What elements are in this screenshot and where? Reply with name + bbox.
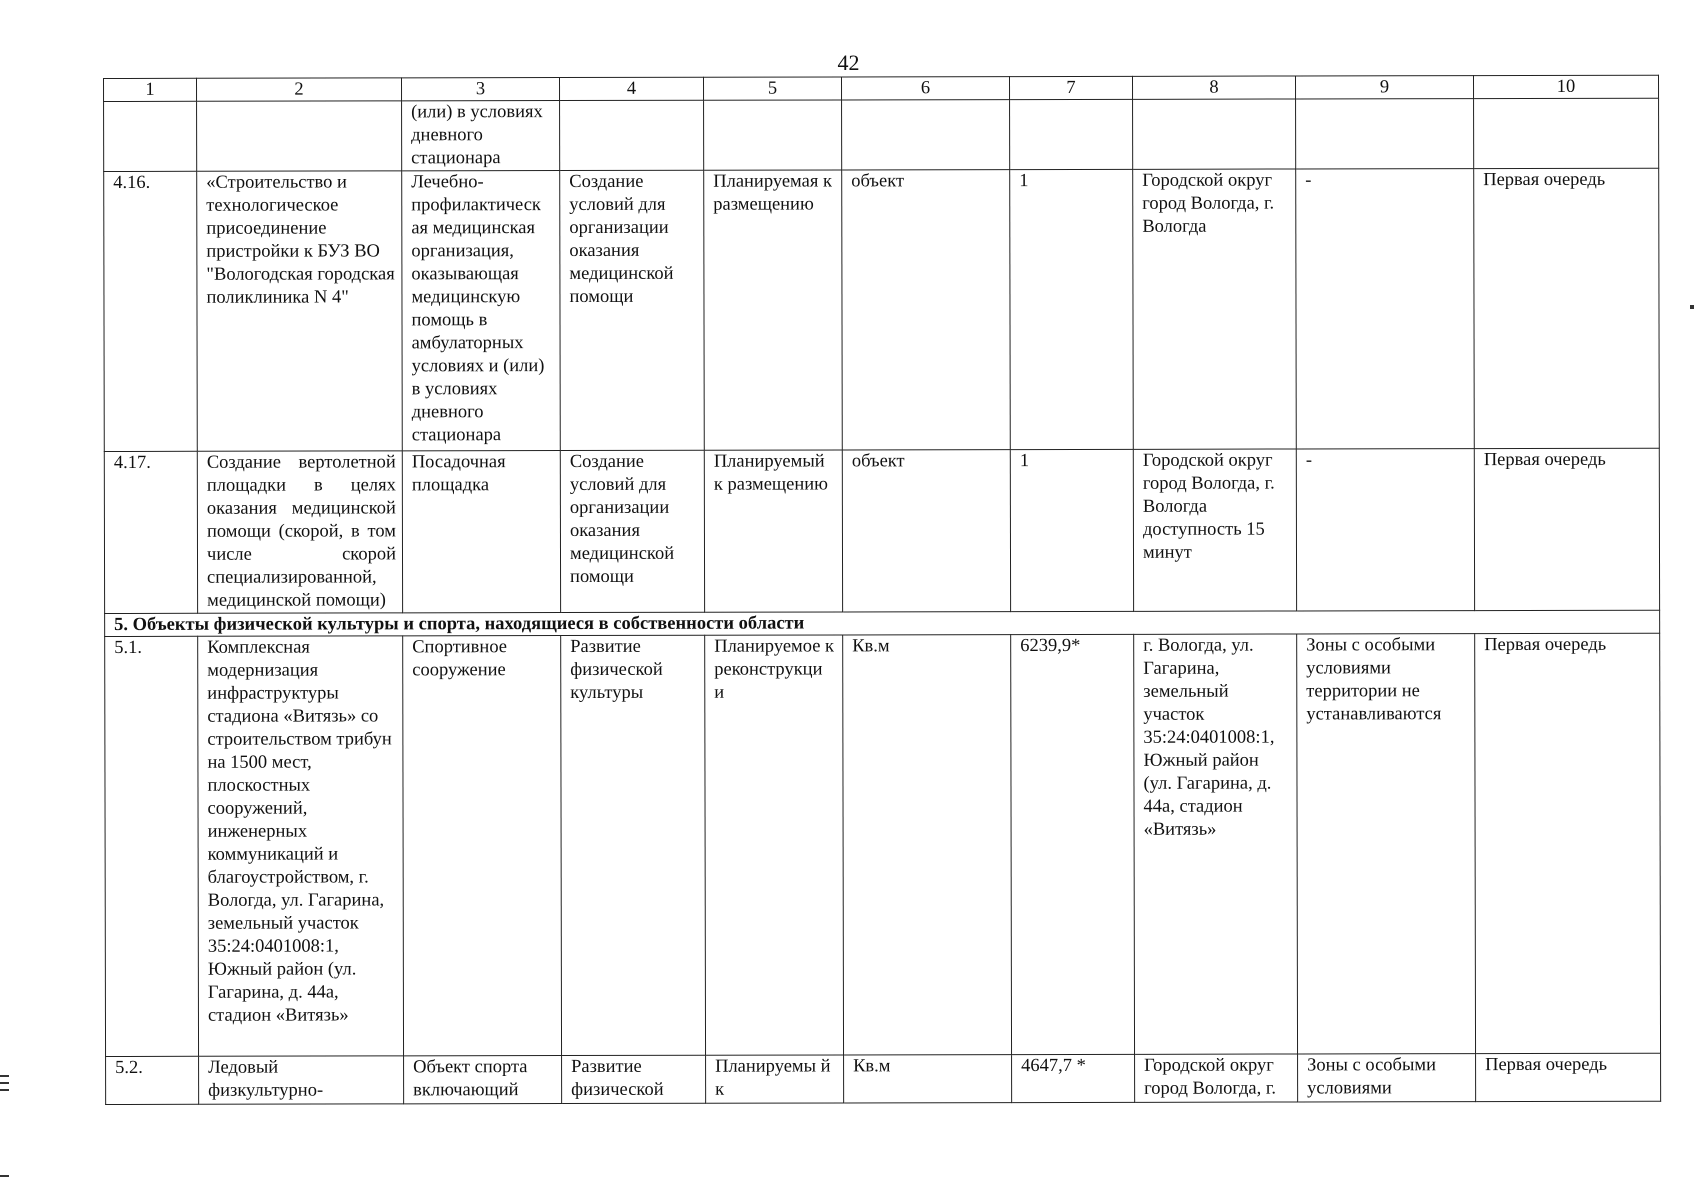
cell-location: Городской округ город Вологда, г.	[1135, 1054, 1298, 1102]
col-header-5: 5	[703, 77, 841, 100]
cell-value: 1	[1010, 169, 1134, 449]
cell-stage: Первая очередь	[1474, 168, 1660, 448]
table-row	[104, 168, 1660, 451]
col-header-2: 2	[197, 78, 402, 101]
cell-object-name: «Строительство и технологическое присоединение пристройки к БУЗ ВО "Вологодская городская поликлиника N 4"	[197, 171, 403, 451]
cell-status: Планируемы й к	[706, 1055, 844, 1103]
cell-zones: -	[1296, 449, 1474, 611]
cell-zones: Зоны с особыми условиями территории не устанавливаются	[1297, 634, 1476, 1054]
cell-purpose: Развитие физической культуры	[561, 635, 706, 1055]
scan-margin-mark	[0, 1175, 9, 1177]
planned-objects-table	[103, 75, 1661, 1105]
col-header-3: 3	[402, 78, 560, 101]
cell-object-name: Создание вертолетной площадки в целях оказания медицинской помощи (скорой, в том числе скорой специализированной, медицинской помощи)	[197, 451, 402, 613]
document-table-wrapper	[103, 75, 1660, 1105]
cell-unit: Кв.м	[843, 635, 1012, 1055]
cell-status: Планируемая к размещению	[704, 170, 843, 450]
cell-value: 6239,9*	[1011, 634, 1135, 1054]
cell-unit: объект	[842, 450, 1010, 612]
col-header-1: 1	[104, 78, 197, 101]
cell-object-type: Лечебно-профилактическ ая медицинская организация, оказывающая медицинскую помощь в амбулаторных условиях и (или) в условиях дневного стационара	[402, 171, 561, 451]
cell-location: г. Вологда, ул. Гагарина, земельный участок 35:24:0401008:1, Южный район (ул. Гагарина, д. 44а, стадион «Витязь»	[1134, 634, 1298, 1054]
cell-empty	[704, 100, 842, 170]
cell-zones: -	[1296, 169, 1475, 449]
cell-status: Планируемый к размещению	[704, 450, 842, 612]
page-number: 42	[837, 50, 860, 75]
cell-purpose: Развитие физической	[562, 1055, 706, 1103]
cell-empty	[197, 101, 402, 171]
cell-location: Городской округ город Вологда, г. Вологда доступность 15 минут	[1133, 449, 1296, 611]
cell-zones: Зоны с особыми условиями	[1298, 1054, 1476, 1102]
scan-margin-mark	[1690, 305, 1694, 309]
cell-number: 4.17.	[104, 451, 197, 613]
table-row-continuation	[104, 98, 1659, 171]
cell-empty	[104, 101, 197, 171]
col-header-4: 4	[560, 77, 704, 100]
scan-margin-mark	[0, 1082, 9, 1084]
scan-margin-mark	[0, 1089, 9, 1091]
cell-number: 4.16.	[104, 171, 198, 451]
scan-margin-mark	[0, 1075, 9, 1077]
cell-unit: Кв.м	[844, 1055, 1012, 1103]
cell-empty	[1296, 99, 1474, 169]
table-row	[106, 1053, 1661, 1104]
cell-value: 1	[1010, 449, 1133, 611]
table-row	[104, 448, 1659, 613]
cell-unit: объект	[842, 170, 1011, 450]
table-row	[105, 633, 1661, 1056]
cell-object-name: Ледовый физкультурно-	[199, 1056, 404, 1104]
col-header-9: 9	[1295, 76, 1473, 99]
cell-empty	[842, 100, 1010, 170]
cell-number: 5.1.	[105, 636, 199, 1056]
cell-value: 4647,7 *	[1012, 1054, 1135, 1102]
cell-purpose: Создание условий для организации оказания медицинской помощи	[560, 450, 704, 612]
column-numbers-row	[104, 75, 1659, 101]
cell-object-type: Посадочная площадка	[402, 451, 560, 613]
col-header-7: 7	[1009, 76, 1132, 99]
cell-empty	[1010, 99, 1133, 169]
cell-object-type: Объект спорта включающий	[404, 1056, 562, 1104]
cell-empty	[1133, 99, 1296, 169]
cell-status: Планируемое к реконструкци и	[705, 635, 844, 1055]
col-header-8: 8	[1132, 76, 1295, 99]
section-header-row	[105, 610, 1660, 636]
cell-object-name: Комплексная модернизация инфраструктуры стадиона «Витязь» со строительством трибун на 1500 мест, плоскостных сооружений, инженерных коммуникаций и благоустройством, г. Вологда, ул. Гагарина, земельный участок 35:24:0401008:1, Южный район (ул. Гагарина, д. 44а, стадион «Витязь»	[198, 636, 404, 1056]
cell-empty	[560, 100, 704, 170]
cell-stage: Первая очередь	[1475, 633, 1661, 1053]
cell-location: Городской округ город Вологда, г. Вологда	[1133, 169, 1297, 449]
cell-object-type: Спортивное сооружение	[403, 636, 562, 1056]
cell-number: 5.2.	[106, 1056, 199, 1104]
cell-stage: Первая очередь	[1474, 448, 1659, 610]
section-title: 5. Объекты физической культуры и спорта, находящиеся в собственности области	[105, 610, 1660, 636]
cell-object-type: (или) в условиях дневного стационара	[402, 101, 560, 171]
col-header-6: 6	[841, 77, 1009, 100]
cell-purpose: Создание условий для организации оказания медицинской помощи	[560, 170, 705, 450]
cell-stage: Первая очередь	[1476, 1053, 1661, 1101]
cell-empty	[1474, 98, 1659, 168]
col-header-10: 10	[1473, 75, 1658, 98]
